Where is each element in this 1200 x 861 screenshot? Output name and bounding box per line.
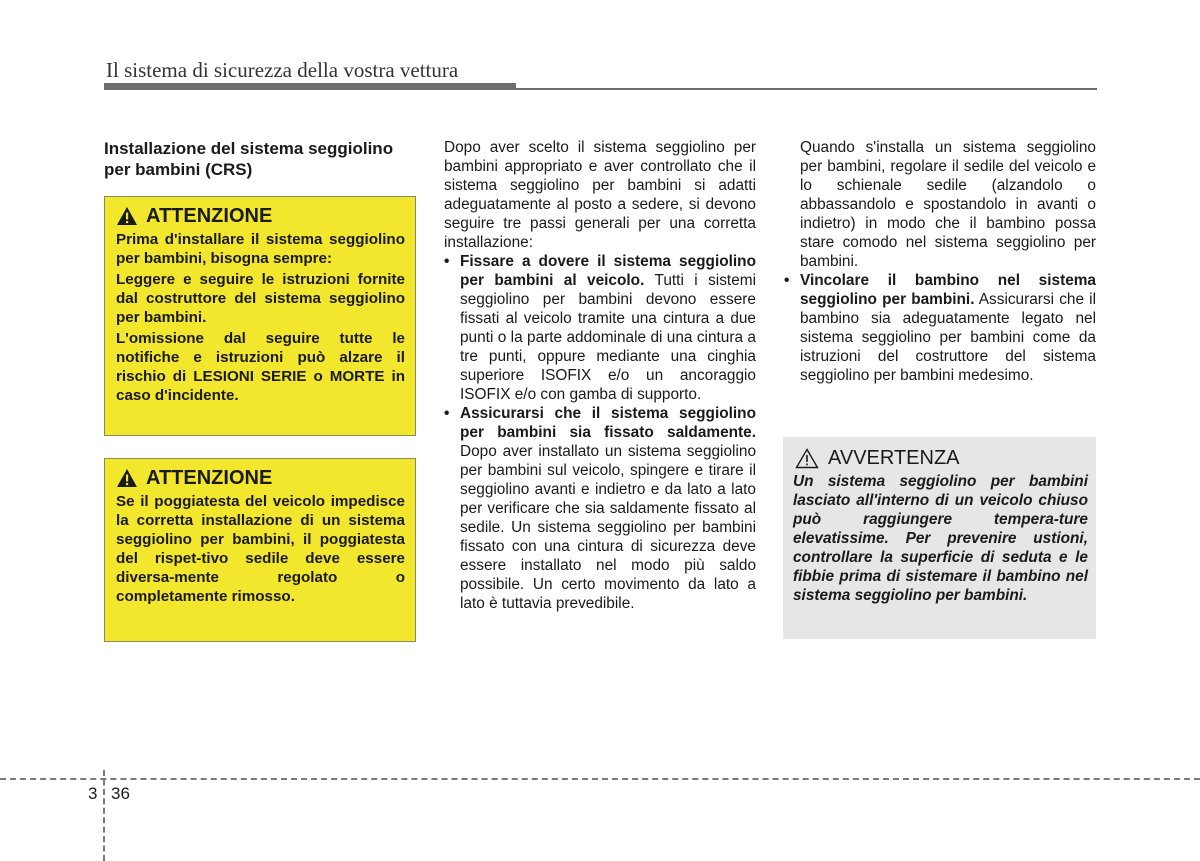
page-header-title: Il sistema di sicurezza della vostra vettura bbox=[106, 58, 459, 82]
warning-heading-text: ATTENZIONE bbox=[146, 467, 273, 489]
section-title: Installazione del sistema seggiolino per bambini (CRS) bbox=[104, 139, 394, 179]
warning-box-2 bbox=[104, 458, 416, 642]
caution-heading bbox=[793, 446, 1088, 470]
list-item bbox=[444, 252, 756, 404]
bullet-text: Assicurarsi che il bambino sia adeguatamente legato nel sistema seggiolino per bambini come da istruzioni del costruttore del sistema seggiolino per bambini medesimo. bbox=[800, 291, 1096, 384]
footer-dashed-divider bbox=[103, 770, 105, 861]
warning-heading-text: ATTENZIONE bbox=[146, 205, 273, 227]
middle-column bbox=[444, 138, 756, 613]
warning-paragraph: Prima d'installare il sistema seggiolino per bambini, bisogna sempre: bbox=[116, 231, 405, 267]
warning-heading-2 bbox=[116, 466, 405, 490]
bullet-bold: Vincolare il bambino nel sistema seggiolino per bambini. bbox=[800, 272, 1096, 308]
right-intro: Quando s'installa un sistema seggiolino per bambini, regolare il sedile del veicolo e lo schienale sedile (alzandolo o abbassandolo e spostandolo in avanti o indietro) in modo che il bambino possa stare comodo nel sistema seggiolino per bambini. bbox=[800, 139, 1096, 270]
list-item bbox=[444, 404, 756, 613]
right-column bbox=[784, 138, 1096, 385]
bullet-text: Tutti i sistemi seggiolino per bambini devono essere fissati al veicolo tramite una cintura a due punti o la parte addominale di una cintura a tre punti, oppure mediante una cinghia superiore ISOFIX e/o un ancoraggio ISOFIX e/o con gamba di supporto. bbox=[460, 272, 756, 403]
warning-triangle-icon bbox=[116, 468, 138, 488]
caution-text: Un sistema seggiolino per bambini lasciato all'interno di un veicolo chiuso può raggiungere tempera-ture elevatissime. Per prevenire ustioni, controllare la superficie di seduta e le fibbie prima di sistemare il bambino nel sistema seggiolino per bambini. bbox=[793, 473, 1088, 604]
header-rule-thick bbox=[104, 83, 516, 90]
caution-heading-text: AVVERTENZA bbox=[828, 447, 960, 469]
middle-intro: Dopo aver scelto il sistema seggiolino per bambini appropriato e aver controllato che il sistema seggiolino per bambini si adatti adeguatamente al posto a sedere, si devono seguire tre passi generali per una corretta installazione: bbox=[444, 139, 756, 251]
caution-triangle-icon bbox=[795, 448, 819, 469]
warning-paragraph: L'omissione dal seguire tutte le notifiche e istruzioni può alzare il rischio di LESIONI SERIE o MORTE in caso d'incidente. bbox=[116, 330, 405, 404]
footer-dashed-rule bbox=[0, 778, 1200, 780]
bullet-bold: Fissare a dovere il sistema seggiolino per bambini al veicolo. bbox=[460, 253, 756, 289]
list-item bbox=[784, 271, 1096, 385]
chapter-number: 3 bbox=[88, 784, 98, 803]
bullet-bold: Assicurarsi che il sistema seggiolino per bambini sia fissato saldamente. bbox=[460, 405, 756, 441]
warning-triangle-icon bbox=[116, 206, 138, 226]
caution-box bbox=[783, 437, 1096, 639]
warning-paragraph: Se il poggiatesta del veicolo impedisce la corretta installazione di un sistema seggiolino per bambini, il poggiatesta del rispet-tivo sedile deve essere diversa-mente regolato o completamente rimosso. bbox=[116, 493, 405, 605]
warning-heading-1 bbox=[116, 204, 405, 228]
warning-box-1 bbox=[104, 196, 416, 436]
warning-paragraph: Leggere e seguire le istruzioni fornite dal costruttore del sistema seggiolino per bambini. bbox=[116, 271, 405, 326]
page-number: 36 bbox=[111, 784, 130, 803]
header-rule-thin bbox=[516, 88, 1097, 90]
bullet-text: Dopo aver installato un sistema seggiolino per bambini sul veicolo, spingere e tirare il seggiolino avanti e indietro e da lato a lato per verificare che sia saldamente fissato al sedile. Un sistema seggiolino per bambini fissato con una cintura di sicurezza deve essere installato nel modo più saldo possibile. Un certo movimento da lato a lato è tuttavia prevedibile. bbox=[460, 443, 756, 612]
